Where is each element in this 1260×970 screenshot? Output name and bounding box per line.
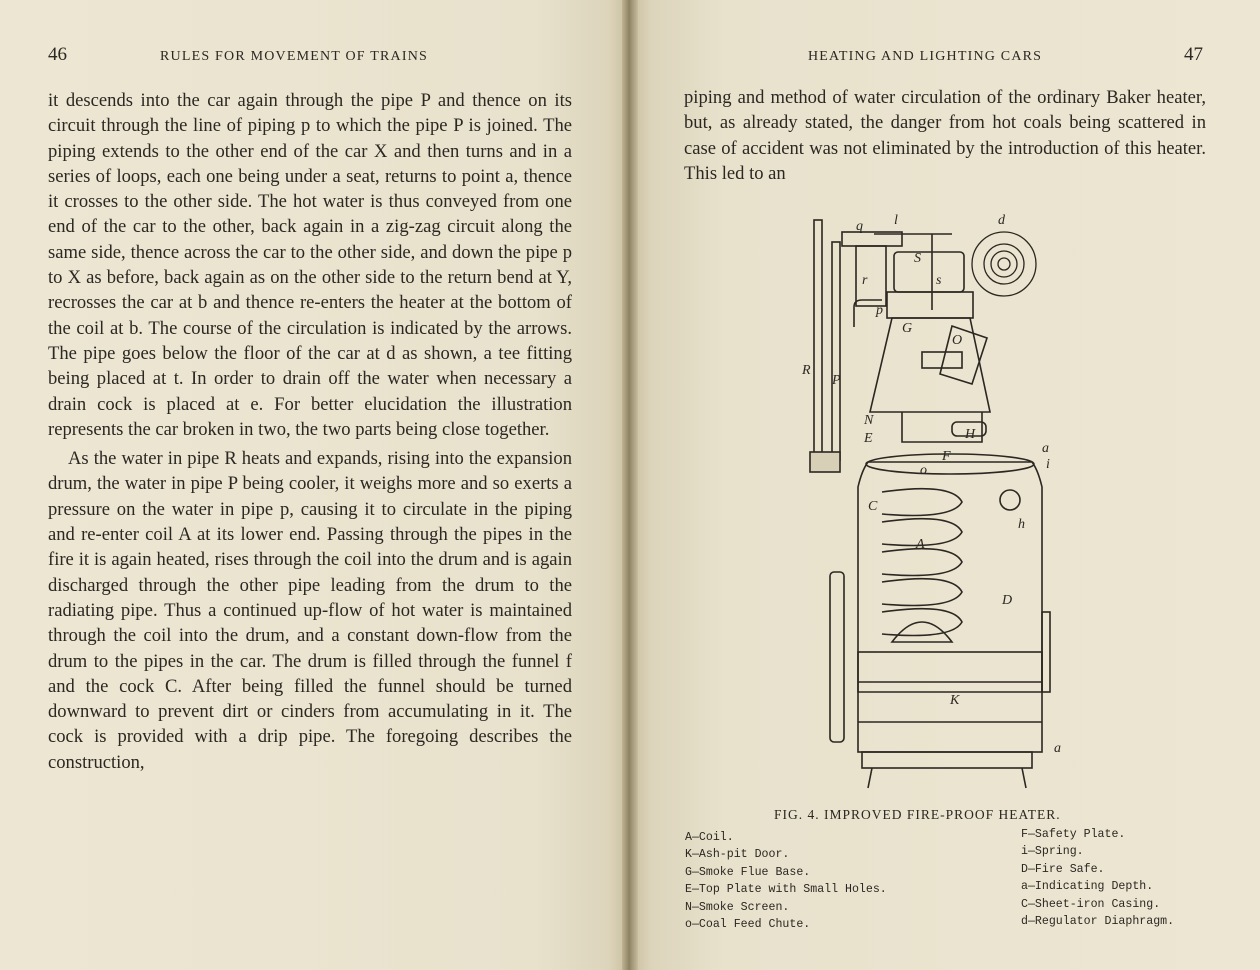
figure-label: h xyxy=(1018,517,1025,532)
drum-base xyxy=(887,292,973,318)
figure-label: R xyxy=(802,363,811,378)
figure-label: E xyxy=(864,431,873,446)
pipe-p xyxy=(832,242,840,460)
legend-item: D—Fire Safe. xyxy=(1021,862,1105,876)
figure-label: S xyxy=(914,251,921,266)
paragraph: it descends into the car again through the pipe P and thence on its circuit through the line of piping p to which the pipe P is joined. The piping extends to the other end of the car X and then turns and in a series of loops, each one being under a seat, returns to point a, thence it crosses to the other side. The hot water is thus conveyed from one end of the car to the other, back again in a zig-zag circuit along the same side, thence across the car to the other side, and down the pipe p to X as before, back again as on the other side to the return bend at Y, recrosses the car at b and thence re-enters the heater at the bottom of the coil at b. The course of the circulation is indicated by the arrows. The pipe goes below the floor of the car at d as shown, a tee fitting being placed at t. In order to drain off the water when necessary a drain cock is placed at e. For better elucidation the illustration represents the car broken in two, the two parts being close together. xyxy=(48,90,572,440)
body-text xyxy=(48,88,572,775)
figure-label: p xyxy=(876,303,883,318)
figure-label: i xyxy=(1046,457,1050,472)
expansion-drum xyxy=(894,252,964,292)
running-head: RULES FOR MOVEMENT OF TRAINS xyxy=(160,49,429,64)
figure-label: G xyxy=(902,321,913,336)
legend-item: a—Indicating Depth. xyxy=(1021,880,1154,894)
figure-label: q xyxy=(856,219,863,234)
figure-label: K xyxy=(950,693,960,708)
body-text xyxy=(684,85,1206,186)
left-page xyxy=(0,0,628,970)
side-bracket xyxy=(1042,612,1050,692)
figure-label: d xyxy=(998,213,1005,228)
grate xyxy=(892,622,952,642)
coal-door xyxy=(940,326,987,384)
figure-label: l xyxy=(894,213,898,228)
figure-label: o xyxy=(920,463,927,478)
legend-item: N—Smoke Screen. xyxy=(685,900,790,914)
figure-label: D xyxy=(1002,593,1013,608)
book-gutter xyxy=(622,0,638,970)
figure-label: F xyxy=(942,449,951,464)
sheet-iron-casing xyxy=(858,462,1042,692)
legend-item: C—Sheet-iron Casing. xyxy=(1021,897,1161,911)
figure-label: P xyxy=(832,373,841,388)
paragraph: As the water in pipe R heats and expands, rising into the expansion drum, the water in pipe P being cooler, it weighs more and so exerts a pressure on the water in pipe p, causing it to circulate in the piping and re-enter coil A at its lower end. Passing through the pipes in the fire it is again heated, rises through the coil into the drum and is again discharged through the other pipe leading from the drum to the radiating pipe. Thus a continued up-flow of hot water is maintained through the coil into the drum, and a constant down-flow from the drum to the pipes in the car. The drum is filled through the funnel f and the cock C. After being filled the funnel should be turned downward to prevent dirt or cinders from accumulating in it. The cock is provided with a drip pipe. The foregoing describes the construction, xyxy=(48,448,572,773)
right-page xyxy=(632,0,1260,970)
figure-label: r xyxy=(862,273,868,288)
pipe-joint xyxy=(810,452,840,472)
running-head: HEATING AND LIGHTING CARS xyxy=(808,49,1043,64)
figure-label: a xyxy=(1042,441,1049,456)
drip-pipe xyxy=(830,572,844,742)
regulator-diaphragm xyxy=(972,232,1036,296)
legend-item: o—Coal Feed Chute. xyxy=(685,918,811,932)
figure-label: a xyxy=(1054,741,1061,756)
base-ring xyxy=(862,752,1032,768)
legend-item: i—Spring. xyxy=(1021,845,1084,859)
figure-legend-left xyxy=(685,829,887,933)
figure-label: O xyxy=(952,333,963,348)
regulator-box xyxy=(856,246,886,306)
legend-item: d—Regulator Diaphragm. xyxy=(1021,915,1175,929)
page-number: 47 xyxy=(1184,44,1203,65)
pipe-r xyxy=(814,220,822,460)
figure-label: H xyxy=(965,427,976,442)
page-number: 46 xyxy=(48,44,67,65)
figure-label: s xyxy=(936,273,942,288)
legend-item: G—Smoke Flue Base. xyxy=(685,865,811,879)
figure-caption: FIG. 4. IMPROVED FIRE-PROOF HEATER. xyxy=(774,807,1061,822)
heater-illustration xyxy=(802,212,1102,808)
figure-label: A xyxy=(916,537,925,552)
legend-item: E—Top Plate with Small Holes. xyxy=(685,883,887,897)
legend-item: A—Coil. xyxy=(685,831,734,844)
legs xyxy=(868,768,1026,788)
legend-item: F—Safety Plate. xyxy=(1021,828,1126,841)
figure-label: N xyxy=(864,413,874,428)
figure-legend-right xyxy=(1021,826,1174,930)
paragraph: piping and method of water circulation of the ordinary Baker heater, but, as already stated, the danger from hot coals being scattered in case of accident was not eliminated by the introduction of this heater. This led to an xyxy=(684,87,1206,184)
coil xyxy=(882,489,962,636)
figure-label: C xyxy=(868,499,878,514)
legend-item: K—Ash-pit Door. xyxy=(685,848,790,862)
nozzle-h xyxy=(1000,490,1020,510)
